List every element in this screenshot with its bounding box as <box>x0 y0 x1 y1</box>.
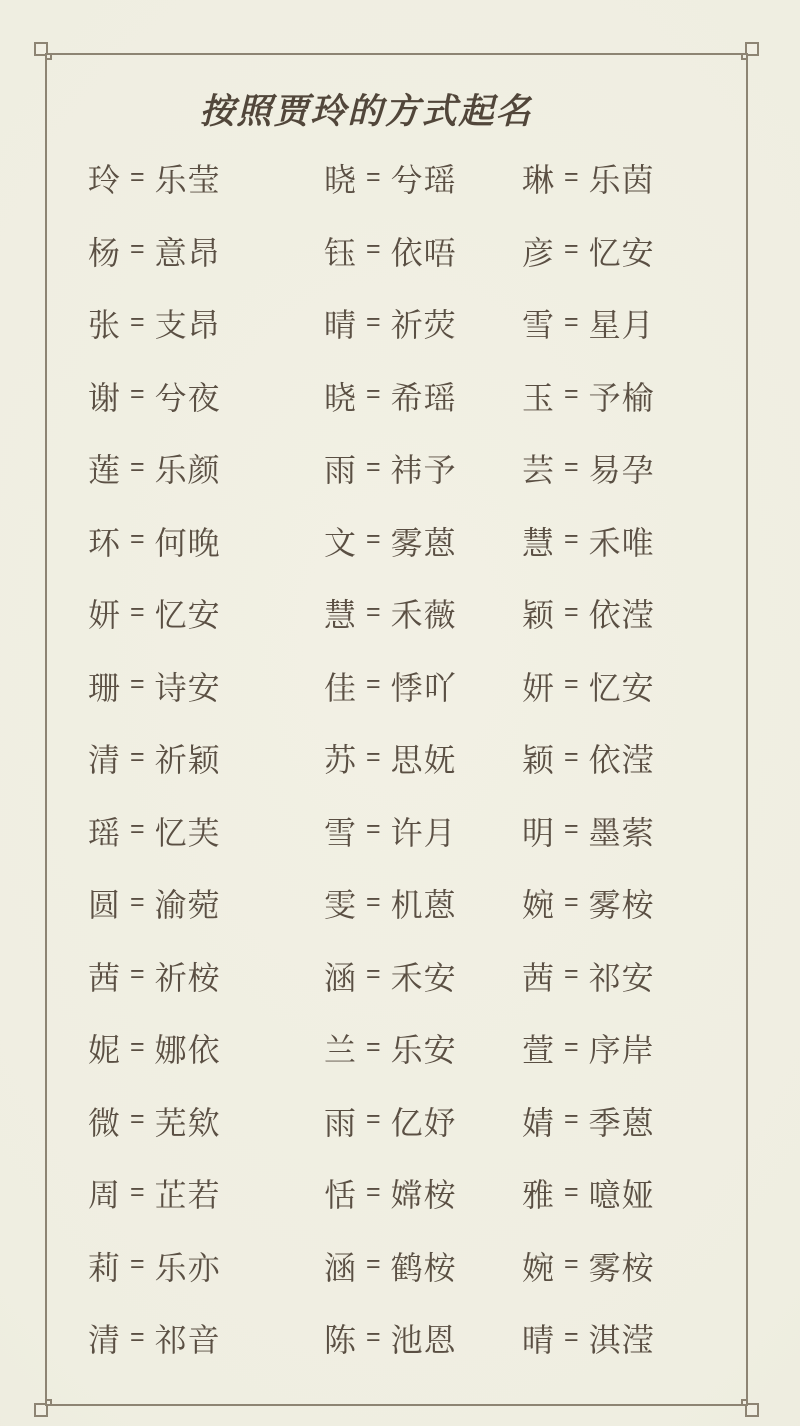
source-char: 慧 <box>522 524 556 561</box>
generated-name: 淇滢 <box>588 1322 655 1359</box>
frame-corner-ornament <box>34 1403 48 1417</box>
equals-sign: = <box>366 887 382 916</box>
generated-name: 渝菀 <box>154 887 221 924</box>
generated-name: 忆安 <box>588 234 655 271</box>
equals-sign: = <box>564 742 580 771</box>
generated-name: 雾桉 <box>588 1249 655 1286</box>
equals-sign: = <box>130 525 146 554</box>
source-char: 玉 <box>522 379 556 416</box>
name-pair <box>324 722 522 795</box>
source-char: 茜 <box>88 959 122 996</box>
source-char: 钰 <box>324 234 358 271</box>
source-char: 清 <box>88 742 122 779</box>
generated-name: 思妩 <box>390 742 457 779</box>
equals-sign: = <box>130 380 146 409</box>
generated-name: 乐茵 <box>588 162 655 199</box>
name-pair <box>324 215 522 288</box>
equals-sign: = <box>130 1177 146 1206</box>
equals-sign: = <box>366 1177 382 1206</box>
generated-name: 希瑶 <box>390 379 457 416</box>
equals-sign: = <box>366 1322 382 1351</box>
name-pair <box>324 1157 522 1230</box>
name-pair <box>88 215 324 288</box>
generated-name: 乐安 <box>390 1032 457 1069</box>
name-pair <box>324 867 522 940</box>
source-char: 芸 <box>522 452 556 489</box>
generated-name: 池恩 <box>390 1322 457 1359</box>
equals-sign: = <box>564 1032 580 1061</box>
generated-name: 机蒽 <box>390 887 457 924</box>
source-char: 圆 <box>88 887 122 924</box>
equals-sign: = <box>130 960 146 989</box>
source-char: 瑶 <box>88 814 122 851</box>
equals-sign: = <box>130 162 146 191</box>
generated-name: 芜欸 <box>154 1104 221 1141</box>
generated-name: 祈桉 <box>154 959 221 996</box>
name-pair <box>522 287 718 360</box>
name-pair <box>522 1157 718 1230</box>
equals-sign: = <box>130 452 146 481</box>
name-pair <box>522 867 718 940</box>
frame-corner-ornament <box>745 42 759 56</box>
source-char: 茜 <box>522 959 556 996</box>
name-pair <box>88 1085 324 1158</box>
name-pair <box>522 795 718 868</box>
equals-sign: = <box>564 235 580 264</box>
name-pair <box>522 505 718 578</box>
generated-name: 鹤桉 <box>390 1249 457 1286</box>
generated-name: 季蒽 <box>588 1104 655 1141</box>
equals-sign: = <box>366 235 382 264</box>
source-char: 玲 <box>88 162 122 199</box>
equals-sign: = <box>564 380 580 409</box>
source-char: 颖 <box>522 597 556 634</box>
source-char: 珊 <box>88 669 122 706</box>
source-char: 萱 <box>522 1032 556 1069</box>
source-char: 环 <box>88 524 122 561</box>
source-char: 周 <box>88 1177 122 1214</box>
name-pair <box>324 650 522 723</box>
name-pair <box>522 940 718 1013</box>
name-pair <box>324 1085 522 1158</box>
equals-sign: = <box>564 452 580 481</box>
source-char: 妍 <box>522 669 556 706</box>
source-char: 微 <box>88 1104 122 1141</box>
equals-sign: = <box>130 670 146 699</box>
equals-sign: = <box>366 380 382 409</box>
name-pair <box>324 577 522 650</box>
equals-sign: = <box>366 960 382 989</box>
equals-sign: = <box>130 597 146 626</box>
generated-name: 噫娅 <box>588 1177 655 1214</box>
equals-sign: = <box>366 742 382 771</box>
generated-name: 悸吖 <box>390 669 457 706</box>
equals-sign: = <box>130 1105 146 1134</box>
generated-name: 嫦桉 <box>390 1177 457 1214</box>
generated-name: 禾唯 <box>588 524 655 561</box>
source-char: 文 <box>324 524 358 561</box>
generated-name: 乐亦 <box>154 1249 221 1286</box>
equals-sign: = <box>366 1250 382 1279</box>
generated-name: 祈荧 <box>390 307 457 344</box>
source-char: 婉 <box>522 887 556 924</box>
frame-corner-mini-square <box>45 1399 52 1406</box>
generated-name: 许月 <box>390 814 457 851</box>
name-pair <box>88 1302 324 1375</box>
source-char: 彦 <box>522 234 556 271</box>
generated-name: 予榆 <box>588 379 655 416</box>
generated-name: 芷若 <box>154 1177 221 1214</box>
source-char: 雯 <box>324 887 358 924</box>
source-char: 雪 <box>324 814 358 851</box>
generated-name: 依滢 <box>588 742 655 779</box>
source-char: 苏 <box>324 742 358 779</box>
name-pair <box>88 360 324 433</box>
equals-sign: = <box>130 1032 146 1061</box>
name-pair <box>324 940 522 1013</box>
equals-sign: = <box>130 742 146 771</box>
equals-sign: = <box>564 597 580 626</box>
source-char: 谢 <box>88 379 122 416</box>
name-pair <box>522 577 718 650</box>
equals-sign: = <box>564 1250 580 1279</box>
source-char: 雅 <box>522 1177 556 1214</box>
source-char: 张 <box>88 307 122 344</box>
name-pair <box>522 432 718 505</box>
name-pair <box>88 432 324 505</box>
name-pair <box>324 142 522 215</box>
generated-name: 诗安 <box>154 669 221 706</box>
source-char: 兰 <box>324 1032 358 1069</box>
page-title: 按照贾玲的方式起名 <box>199 92 533 131</box>
name-pair <box>522 1012 718 1085</box>
name-pair <box>324 287 522 360</box>
source-char: 莲 <box>88 452 122 489</box>
name-pair <box>88 722 324 795</box>
equals-sign: = <box>564 1322 580 1351</box>
equals-sign: = <box>564 1105 580 1134</box>
source-char: 明 <box>522 814 556 851</box>
source-char: 晴 <box>324 307 358 344</box>
equals-sign: = <box>366 1105 382 1134</box>
equals-sign: = <box>366 1032 382 1061</box>
source-char: 杨 <box>88 234 122 271</box>
source-char: 晓 <box>324 162 358 199</box>
equals-sign: = <box>130 1250 146 1279</box>
name-pair <box>324 432 522 505</box>
name-pair <box>522 722 718 795</box>
equals-sign: = <box>130 307 146 336</box>
generated-name: 支昂 <box>154 307 221 344</box>
generated-name: 星月 <box>588 307 655 344</box>
source-char: 陈 <box>324 1322 358 1359</box>
equals-sign: = <box>366 452 382 481</box>
frame-corner-ornament <box>34 42 48 56</box>
frame-corner-mini-square <box>45 53 52 60</box>
name-pair <box>522 215 718 288</box>
name-mapping-table <box>88 142 718 1375</box>
name-pair <box>324 1302 522 1375</box>
name-pair <box>522 1085 718 1158</box>
name-pair <box>88 795 324 868</box>
generated-name: 意昂 <box>154 234 221 271</box>
name-pair <box>88 650 324 723</box>
generated-name: 祎予 <box>390 452 457 489</box>
source-char: 妮 <box>88 1032 122 1069</box>
name-pair <box>88 1012 324 1085</box>
generated-name: 依滢 <box>588 597 655 634</box>
source-char: 雨 <box>324 1104 358 1141</box>
generated-name: 序岸 <box>588 1032 655 1069</box>
generated-name: 亿妤 <box>390 1104 457 1141</box>
generated-name: 祈颖 <box>154 742 221 779</box>
name-pair <box>324 1230 522 1303</box>
equals-sign: = <box>564 887 580 916</box>
name-pair <box>324 1012 522 1085</box>
name-pair <box>324 795 522 868</box>
name-pair <box>324 505 522 578</box>
source-char: 恬 <box>324 1177 358 1214</box>
name-pair <box>88 142 324 215</box>
equals-sign: = <box>366 525 382 554</box>
equals-sign: = <box>564 162 580 191</box>
source-char: 涵 <box>324 1249 358 1286</box>
source-char: 雪 <box>522 307 556 344</box>
frame-corner-ornament <box>745 1403 759 1417</box>
name-pair <box>522 1230 718 1303</box>
name-pair <box>522 360 718 433</box>
name-pair <box>88 287 324 360</box>
generated-name: 祁安 <box>588 959 655 996</box>
name-pair <box>88 1157 324 1230</box>
generated-name: 忆芙 <box>154 814 221 851</box>
source-char: 琳 <box>522 162 556 199</box>
generated-name: 易孕 <box>588 452 655 489</box>
equals-sign: = <box>130 887 146 916</box>
source-char: 晓 <box>324 379 358 416</box>
frame-corner-mini-square <box>741 1399 748 1406</box>
generated-name: 乐颜 <box>154 452 221 489</box>
name-pair <box>88 940 324 1013</box>
generated-name: 忆安 <box>154 597 221 634</box>
source-char: 妍 <box>88 597 122 634</box>
equals-sign: = <box>130 235 146 264</box>
generated-name: 雾蒽 <box>390 524 457 561</box>
name-pair <box>324 360 522 433</box>
name-pair <box>88 867 324 940</box>
source-char: 涵 <box>324 959 358 996</box>
equals-sign: = <box>366 670 382 699</box>
equals-sign: = <box>130 1322 146 1351</box>
generated-name: 何晚 <box>154 524 221 561</box>
generated-name: 依唔 <box>390 234 457 271</box>
name-pair <box>88 1230 324 1303</box>
equals-sign: = <box>564 670 580 699</box>
source-char: 婉 <box>522 1249 556 1286</box>
equals-sign: = <box>366 162 382 191</box>
generated-name: 忆安 <box>588 669 655 706</box>
equals-sign: = <box>564 960 580 989</box>
equals-sign: = <box>564 815 580 844</box>
generated-name: 墨萦 <box>588 814 655 851</box>
name-pair <box>88 577 324 650</box>
frame-corner-mini-square <box>741 53 748 60</box>
source-char: 莉 <box>88 1249 122 1286</box>
generated-name: 雾桉 <box>588 887 655 924</box>
generated-name: 祁音 <box>154 1322 221 1359</box>
equals-sign: = <box>366 307 382 336</box>
name-pair <box>88 505 324 578</box>
generated-name: 兮瑶 <box>390 162 457 199</box>
equals-sign: = <box>366 597 382 626</box>
name-pair <box>522 1302 718 1375</box>
generated-name: 乐莹 <box>154 162 221 199</box>
equals-sign: = <box>564 1177 580 1206</box>
generated-name: 禾薇 <box>390 597 457 634</box>
equals-sign: = <box>564 307 580 336</box>
generated-name: 禾安 <box>390 959 457 996</box>
source-char: 佳 <box>324 669 358 706</box>
equals-sign: = <box>130 815 146 844</box>
name-pair <box>522 650 718 723</box>
source-char: 婧 <box>522 1104 556 1141</box>
equals-sign: = <box>366 815 382 844</box>
source-char: 慧 <box>324 597 358 634</box>
equals-sign: = <box>564 525 580 554</box>
name-pair <box>522 142 718 215</box>
source-char: 清 <box>88 1322 122 1359</box>
generated-name: 兮夜 <box>154 379 221 416</box>
source-char: 雨 <box>324 452 358 489</box>
source-char: 晴 <box>522 1322 556 1359</box>
generated-name: 娜依 <box>154 1032 221 1069</box>
source-char: 颖 <box>522 742 556 779</box>
